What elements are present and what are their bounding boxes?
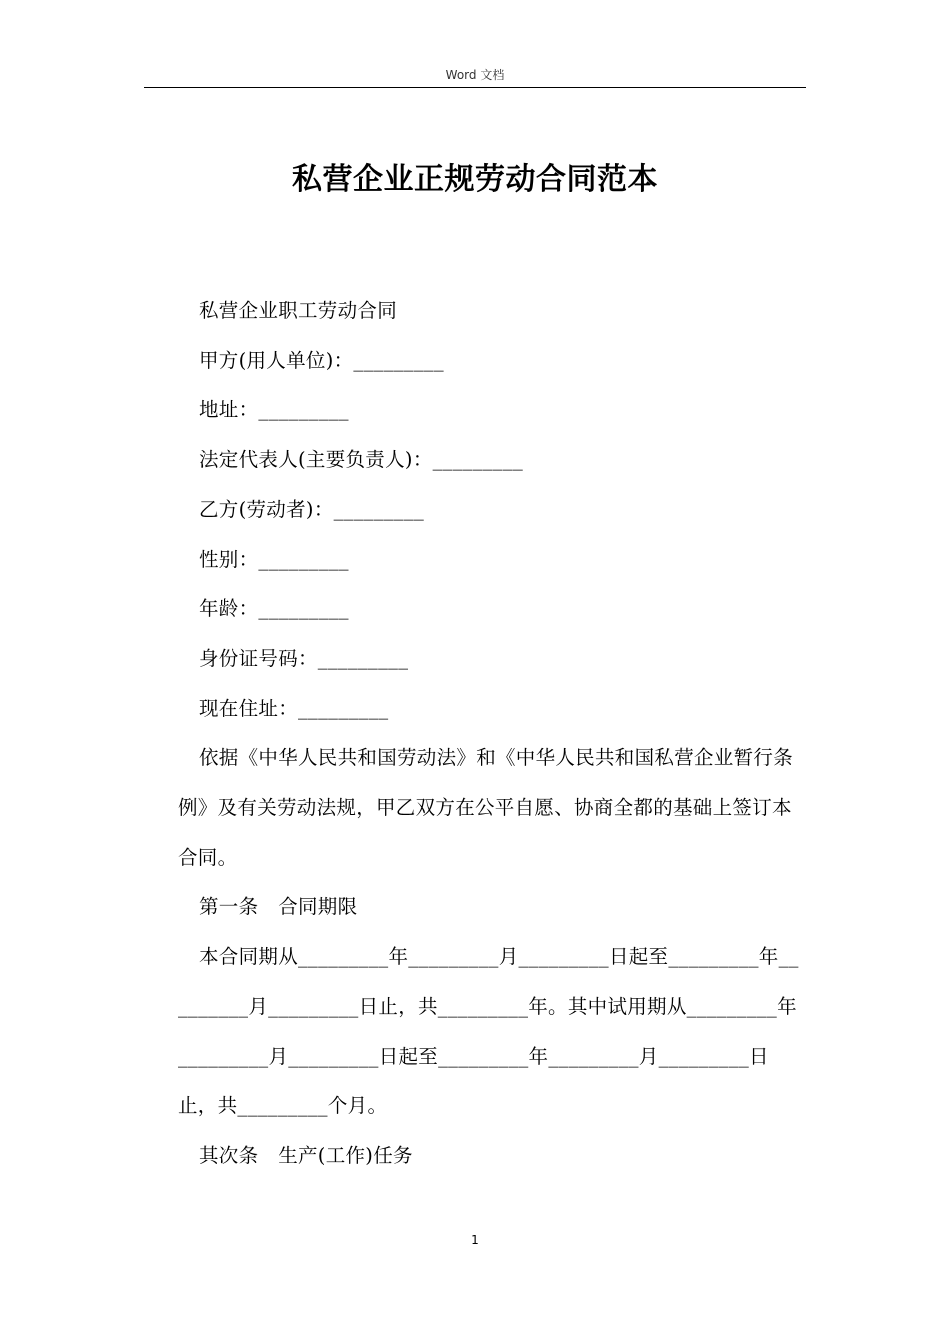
article-1-body: 本合同期从_________年_________月_________日起至_________年_________月_________日止，共_________年。其中试用期从_________年_________月_________日起至_________年_________月_________日止，共_________个月。 <box>178 945 799 1118</box>
paragraph-age: 年龄：_________ <box>199 597 349 621</box>
paragraph-legal-representative: 法定代表人(主要负责人)：_________ <box>199 448 524 472</box>
paragraph-address: 地址：_________ <box>199 398 349 422</box>
paragraph-party-a: 甲方(用人单位)：_________ <box>199 348 444 372</box>
page-number: 1 <box>471 1233 479 1247</box>
paragraph-current-address: 现在住址：_________ <box>199 696 389 720</box>
header-divider <box>144 87 806 88</box>
document-body <box>178 286 804 1181</box>
article-2-heading: 其次条 生产(工作)任务 <box>199 1143 413 1167</box>
paragraph-gender: 性别：_________ <box>199 547 349 571</box>
paragraph-contract-name: 私营企业职工劳动合同 <box>199 299 398 322</box>
page-header: Word 文档 <box>445 68 505 82</box>
document-title: 私营企业正规劳动合同范本 <box>292 162 658 197</box>
paragraph-legal-basis: 依据《中华人民共和国劳动法》和《中华人民共和国私营企业暂行条例》及有关劳动法规，甲乙双方在公平自愿、协商全都的基础上签订本合同。 <box>178 746 794 869</box>
paragraph-id-number: 身份证号码：_________ <box>199 646 409 670</box>
article-1-heading: 第一条 合同期限 <box>199 895 358 919</box>
paragraph-party-b: 乙方(劳动者)：_________ <box>199 497 425 521</box>
